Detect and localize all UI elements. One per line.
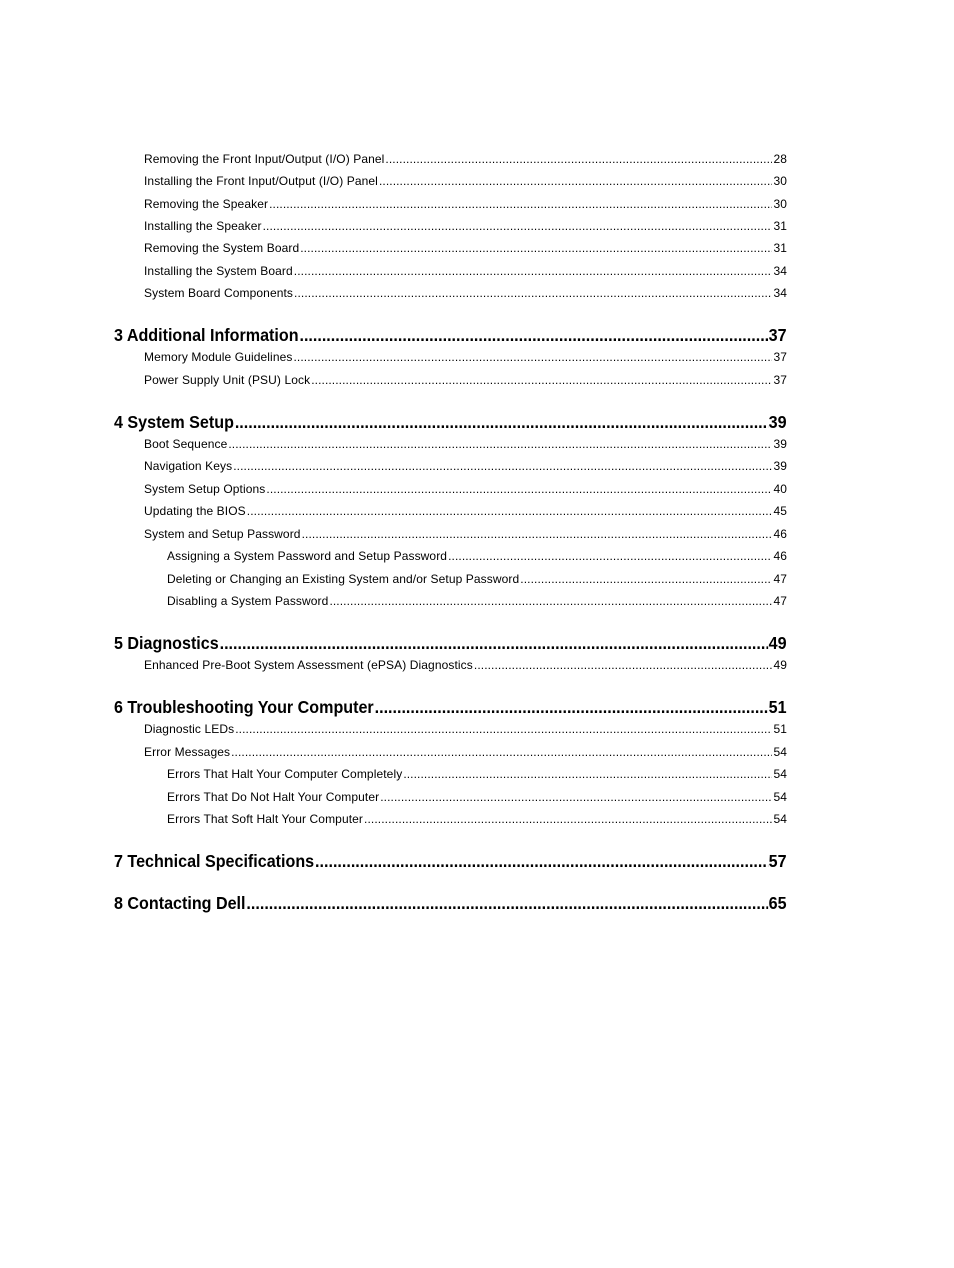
toc-chapter[interactable] — [114, 412, 787, 436]
dot-leader — [233, 459, 772, 473]
toc-chapter-title: 3 Additional Information — [114, 325, 299, 345]
toc-entry-title: Removing the Front Input/Output (I/O) Panel — [144, 152, 385, 166]
toc-chapter[interactable] — [114, 325, 787, 349]
toc-entry-page: 28 — [773, 152, 787, 166]
toc-subentry[interactable] — [167, 594, 787, 611]
toc-entry-title: Installing the Speaker — [144, 219, 262, 233]
toc-entry-page: 54 — [773, 745, 787, 759]
toc-chapter-title: 6 Troubleshooting Your Computer — [114, 697, 374, 717]
toc-entry[interactable] — [144, 264, 787, 281]
toc-subentry[interactable] — [167, 549, 787, 566]
dot-leader — [247, 504, 773, 518]
dot-leader — [235, 412, 768, 433]
dot-leader — [311, 373, 772, 387]
dot-leader — [385, 152, 772, 166]
toc-subentry[interactable] — [167, 790, 787, 807]
toc-entry[interactable] — [144, 373, 787, 390]
toc-chapter-page: 39 — [768, 412, 787, 432]
toc-entry-title: Updating the BIOS — [144, 504, 246, 518]
toc-entry-page: 51 — [773, 722, 787, 736]
toc-chapter-title: 7 Technical Specifications — [114, 851, 315, 871]
toc-entry-page: 34 — [773, 286, 787, 300]
toc-entry-title: Installing the Front Input/Output (I/O) Panel — [144, 174, 378, 188]
toc-entry-title: System Board Components — [144, 286, 294, 300]
dot-leader — [294, 264, 773, 278]
dot-leader — [228, 437, 772, 451]
dot-leader — [364, 812, 772, 826]
dot-leader — [231, 745, 772, 759]
toc-entry-page: 49 — [773, 658, 787, 672]
toc-subentry-title: Errors That Do Not Halt Your Computer — [167, 790, 380, 804]
toc-entry-title: Removing the System Board — [144, 241, 300, 255]
toc-chapter-page: 49 — [768, 633, 787, 653]
dot-leader — [329, 594, 772, 608]
toc-entry[interactable] — [144, 504, 787, 521]
dot-leader — [474, 658, 773, 672]
toc-chapter-page: 37 — [768, 325, 787, 345]
toc-subentry-title: Assigning a System Password and Setup Password — [167, 549, 448, 563]
toc-entry-page: 46 — [773, 527, 787, 541]
dot-leader — [293, 350, 772, 364]
toc-entry[interactable] — [144, 152, 787, 169]
toc-entry[interactable] — [144, 437, 787, 454]
dot-leader — [299, 325, 767, 346]
toc-entry-page: 34 — [773, 264, 787, 278]
toc-subentry[interactable] — [167, 812, 787, 829]
toc-entry-page: 40 — [773, 482, 787, 496]
toc-entry-title: Removing the Speaker — [144, 197, 269, 211]
toc-subentry[interactable] — [167, 767, 787, 784]
toc-chapter[interactable] — [114, 633, 787, 657]
toc-entry[interactable] — [144, 527, 787, 544]
toc-subentry-title: Deleting or Changing an Existing System and/or Setup Password — [167, 572, 520, 586]
toc-subentry-page: 47 — [773, 594, 787, 608]
toc-entry-title: Error Messages — [144, 745, 231, 759]
toc-entry-page: 45 — [773, 504, 787, 518]
dot-leader — [375, 697, 768, 718]
toc-entry-title: Power Supply Unit (PSU) Lock — [144, 373, 311, 387]
dot-leader — [403, 767, 772, 781]
dot-leader — [302, 527, 773, 541]
dot-leader — [379, 174, 772, 188]
toc-entry-title: Boot Sequence — [144, 437, 228, 451]
toc-chapter-title: 8 Contacting Dell — [114, 893, 246, 913]
toc-entry-title: Enhanced Pre-Boot System Assessment (ePSA) Diagnostics — [144, 658, 473, 672]
toc-subentry-page: 54 — [773, 767, 787, 781]
toc-entry-title: System and Setup Password — [144, 527, 301, 541]
toc-subentry[interactable] — [167, 572, 787, 589]
toc-entry-page: 30 — [773, 174, 787, 188]
dot-leader — [220, 633, 768, 654]
toc-entry[interactable] — [144, 658, 787, 675]
toc-entry[interactable] — [144, 219, 787, 236]
toc-entry[interactable] — [144, 722, 787, 739]
toc-chapter-title: 4 System Setup — [114, 412, 234, 432]
toc-entry-page: 31 — [773, 219, 787, 233]
toc-chapter[interactable] — [114, 851, 787, 875]
toc-chapter-page: 57 — [768, 851, 787, 871]
toc-chapter[interactable] — [114, 893, 787, 917]
toc-entry-page: 30 — [773, 197, 787, 211]
toc-subentry-title: Errors That Soft Halt Your Computer — [167, 812, 364, 826]
toc-entry-page: 37 — [773, 350, 787, 364]
toc-subentry-page: 54 — [773, 812, 787, 826]
toc-subentry-title: Disabling a System Password — [167, 594, 329, 608]
toc-entry-title: Diagnostic LEDs — [144, 722, 235, 736]
dot-leader — [448, 549, 772, 563]
toc-entry[interactable] — [144, 745, 787, 762]
toc-chapter[interactable] — [114, 697, 787, 721]
dot-leader — [269, 197, 772, 211]
toc-chapter-page: 65 — [768, 893, 787, 913]
dot-leader — [520, 572, 772, 586]
toc-subentry-page: 46 — [773, 549, 787, 563]
toc-subentry-page: 54 — [773, 790, 787, 804]
toc-entry[interactable] — [144, 241, 787, 258]
toc-entry[interactable] — [144, 350, 787, 367]
dot-leader — [294, 286, 772, 300]
toc-subentry-page: 47 — [773, 572, 787, 586]
toc-subentry-title: Errors That Halt Your Computer Completely — [167, 767, 403, 781]
toc-entry-page: 39 — [773, 459, 787, 473]
dot-leader — [235, 722, 772, 736]
dot-leader — [300, 241, 772, 255]
dot-leader — [266, 482, 772, 496]
dot-leader — [380, 790, 772, 804]
toc-entry-title: Memory Module Guidelines — [144, 350, 293, 364]
dot-leader — [315, 851, 768, 872]
dot-leader — [263, 219, 773, 233]
toc-entry[interactable] — [144, 482, 787, 499]
toc-entry-page: 39 — [773, 437, 787, 451]
toc-entry[interactable] — [144, 286, 787, 303]
toc-entry-title: Installing the System Board — [144, 264, 293, 278]
dot-leader — [246, 893, 767, 914]
toc-entry[interactable] — [144, 459, 787, 476]
toc-entry[interactable] — [144, 197, 787, 214]
toc-chapter-page: 51 — [768, 697, 787, 717]
toc-entry-title: System Setup Options — [144, 482, 266, 496]
toc-entry-page: 37 — [773, 373, 787, 387]
toc-entry-title: Navigation Keys — [144, 459, 233, 473]
toc-chapter-title: 5 Diagnostics — [114, 633, 219, 653]
toc-entry[interactable] — [144, 174, 787, 191]
toc-entry-page: 31 — [773, 241, 787, 255]
